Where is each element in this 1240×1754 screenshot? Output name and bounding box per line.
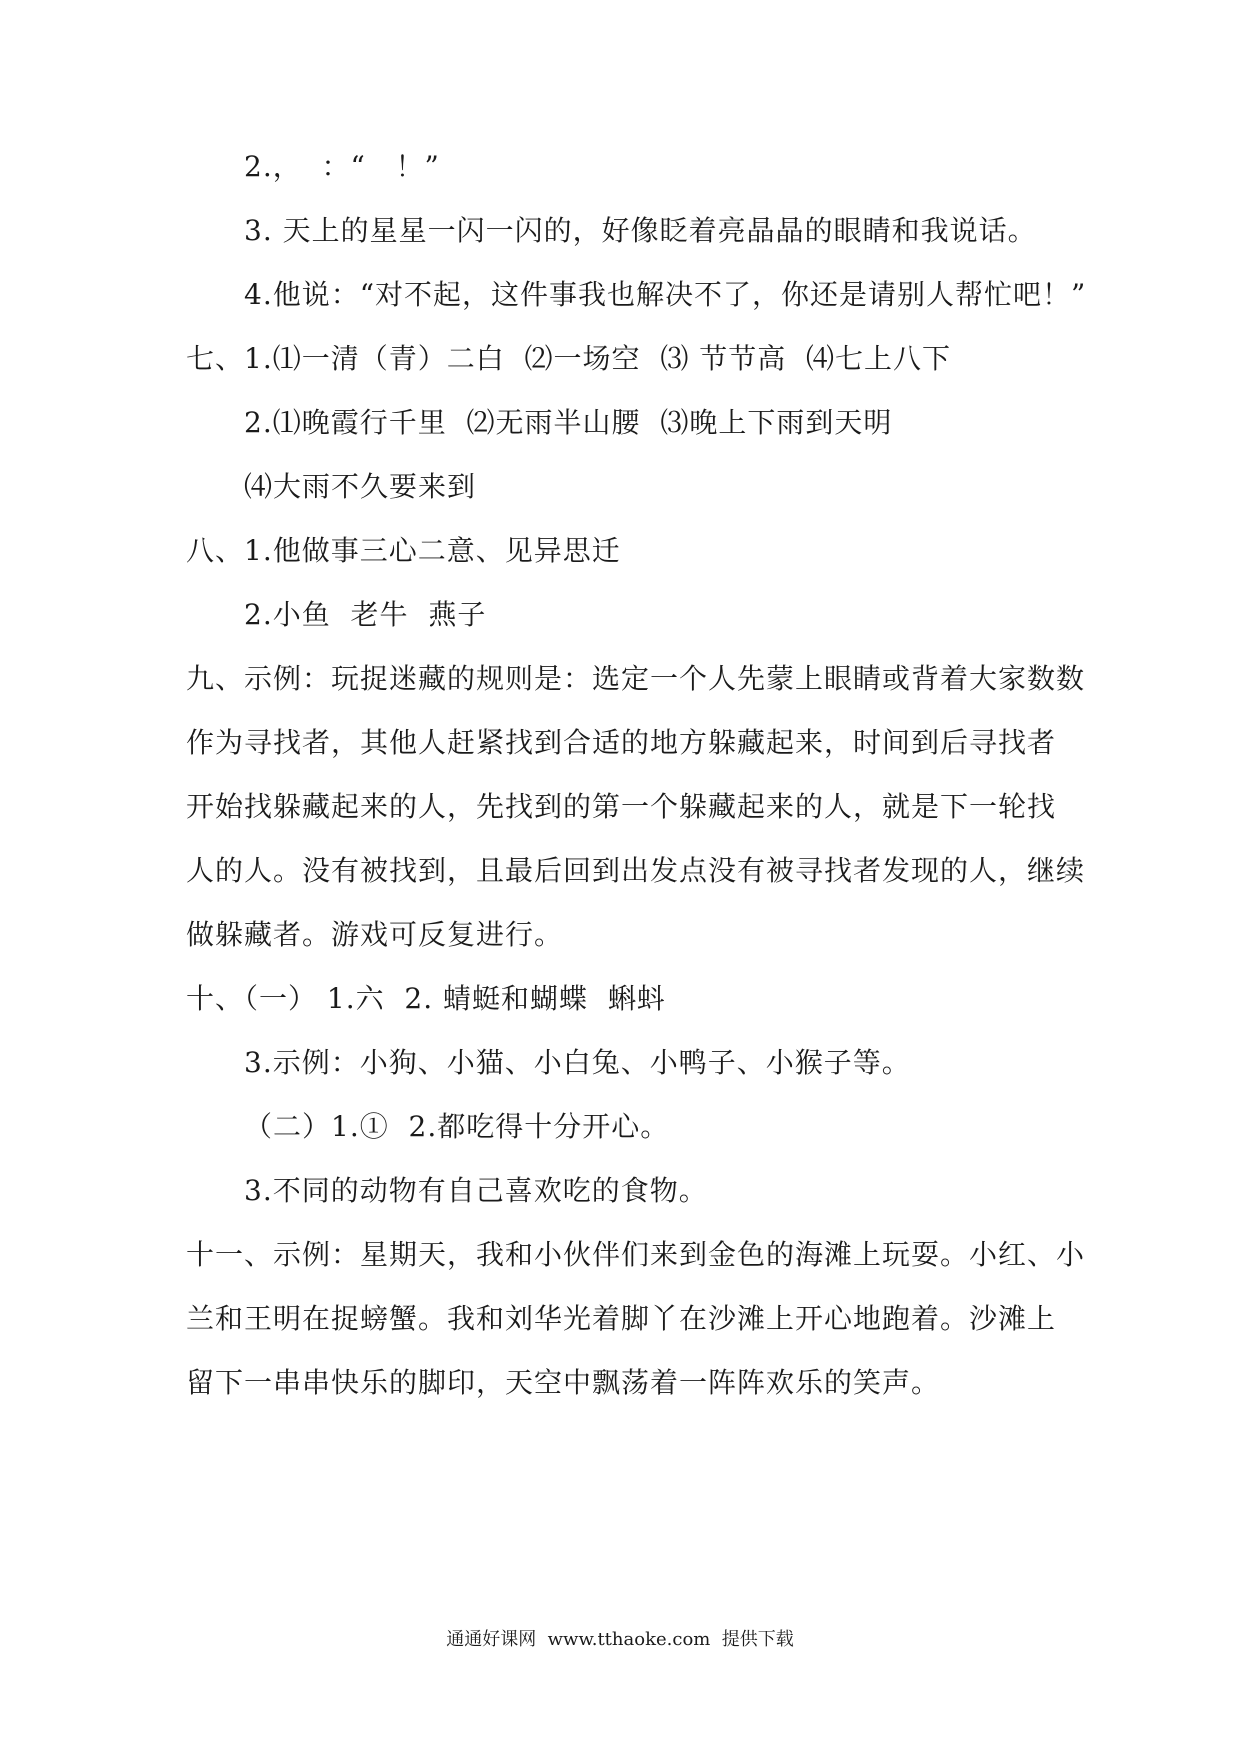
- answer-line-7-1: 七、1.⑴一清（青）二白 ⑵一场空 ⑶ 节节高 ⑷七上八下: [186, 342, 952, 375]
- answer-line-8-2: 2.小鱼 老牛 燕子: [244, 598, 487, 631]
- answer-line-9-e: 做躲藏者。游戏可反复进行。: [186, 918, 564, 951]
- answer-line-10-3: 3.示例：小狗、小猫、小白兔、小鸭子、小猴子等。: [244, 1046, 911, 1079]
- footer-source: 通通好课网 www.tthaoke.com 提供下载: [446, 1629, 794, 1650]
- answer-line-6-2: 2.， ：“ ！”: [244, 150, 440, 183]
- answer-line-9-c: 开始找躲藏起来的人，先找到的第一个躲藏起来的人，就是下一轮找: [186, 790, 1057, 823]
- answer-line-11-c: 留下一串串快乐的脚印，天空中飘荡着一阵阵欢乐的笑声。: [186, 1366, 941, 1399]
- answer-line-10-part2: （二）1.① 2.都吃得十分开心。: [244, 1110, 670, 1143]
- answer-line-7-2-cont: ⑷大雨不久要来到: [244, 470, 477, 503]
- answer-line-10-1: 十、（一） 1.六 2. 蜻蜓和蝴蝶 蝌蚪: [186, 982, 666, 1015]
- answer-line-6-3: 3. 天上的星星一闪一闪的，好像眨着亮晶晶的眼睛和我说话。: [244, 214, 1037, 247]
- answer-line-9-b: 作为寻找者，其他人赶紧找到合适的地方躲藏起来，时间到后寻找者: [186, 726, 1057, 759]
- answer-line-7-2: 2.⑴晚霞行千里 ⑵无雨半山腰 ⑶晚上下雨到天明: [244, 406, 893, 439]
- answer-line-9-a: 九、示例：玩捉迷藏的规则是：选定一个人先蒙上眼睛或背着大家数数: [186, 662, 1086, 695]
- answer-line-10-part2-3: 3.不同的动物有自己喜欢吃的食物。: [244, 1174, 708, 1207]
- answer-line-8-1: 八、1.他做事三心二意、见异思迁: [186, 534, 621, 567]
- answer-line-11-a: 十一、示例：星期天，我和小伙伴们来到金色的海滩上玩耍。小红、小: [186, 1238, 1086, 1271]
- answer-line-11-b: 兰和王明在捉螃蟹。我和刘华光着脚丫在沙滩上开心地跑着。沙滩上: [186, 1302, 1057, 1335]
- answer-line-9-d: 人的人。没有被找到，且最后回到出发点没有被寻找者发现的人，继续: [186, 854, 1086, 887]
- answer-line-6-4: 4.他说：“对不起，这件事我也解决不了，你还是请别人帮忙吧！”: [244, 278, 1087, 311]
